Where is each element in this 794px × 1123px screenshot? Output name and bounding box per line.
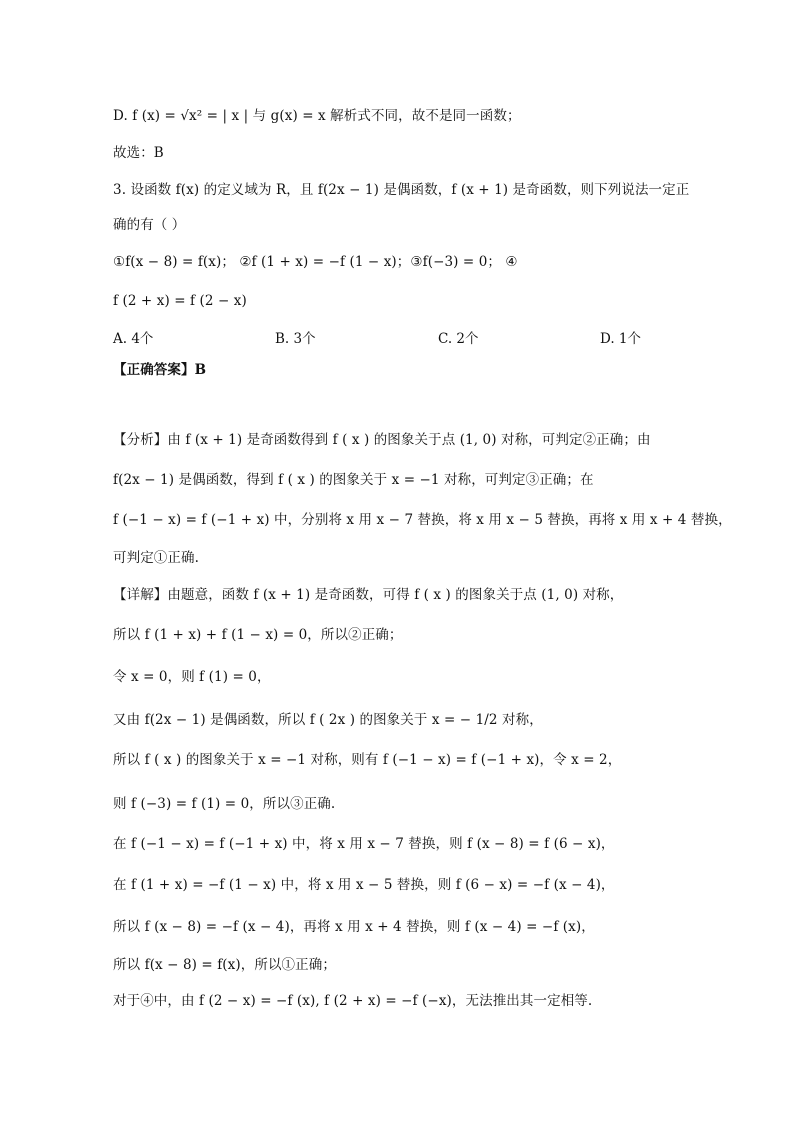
choice-d: D. 1个 bbox=[600, 331, 642, 347]
detail-line-2: 所以 f (1 + x) + f (1 − x) = 0，所以②正确； bbox=[113, 627, 403, 643]
question-3-stem-line-1: 3. 设函数 f(x) 的定义域为 R，且 f(2x − 1) 是偶函数，f (x + 1) 是奇函数，则下列说法一定正 bbox=[113, 182, 690, 198]
analysis-line-3: f (−1 − x) = f (−1 + x) 中，分别将 x 用 x − 7 替换，将 x 用 x − 5 替换，再将 x 用 x + 4 替换， bbox=[113, 512, 732, 528]
detail-line-7: 在 f (−1 − x) = f (−1 + x) 中，将 x 用 x − 7 替换，则 f (x − 8) = f (6 − x)， bbox=[113, 836, 615, 852]
choice-c: C. 2个 bbox=[438, 331, 479, 347]
detail-line-3: 令 x = 0，则 f (1) = 0， bbox=[113, 669, 271, 685]
correct-answer: 【正确答案】B bbox=[113, 362, 207, 378]
analysis-line-1: 【分析】由 f (x + 1) 是奇函数得到 f ( x ) 的图象关于点 (1, 0) 对称，可判定②正确；由 bbox=[113, 432, 651, 448]
question-3-stem-line-2: 确的有（ ） bbox=[113, 217, 186, 233]
detail-line-5: 所以 f ( x ) 的图象关于 x = −1 对称，则有 f (−1 − x) = f (−1 + x)，令 x = 2， bbox=[113, 752, 622, 768]
detail-line-8: 在 f (1 + x) = −f (1 − x) 中，将 x 用 x − 5 替换，则 f (6 − x) = −f (x − 4)， bbox=[113, 877, 615, 893]
choice-b: B. 3个 bbox=[275, 331, 316, 347]
question-3-statement-4: f (2 + x) = f (2 − x) bbox=[113, 293, 247, 309]
analysis-line-4: 可判定①正确. bbox=[113, 550, 199, 566]
detail-line-4: 又由 f(2x − 1) 是偶函数，所以 f ( 2x ) 的图象关于 x = − 1/2 对称， bbox=[113, 712, 543, 728]
previous-answer: 故选：B bbox=[113, 145, 164, 161]
detail-line-6: 则 f (−3) = f (1) = 0，所以③正确. bbox=[113, 796, 336, 812]
detail-line-10: 所以 f(x − 8) = f(x)，所以①正确； bbox=[113, 957, 336, 973]
analysis-line-2: f(2x − 1) 是偶函数，得到 f ( x ) 的图象关于 x = −1 对称，可判定③正确；在 bbox=[113, 472, 594, 488]
option-d-explanation: D. f (x) = √x² = | x | 与 g(x) = x 解析式不同，故不是同一函数； bbox=[113, 108, 521, 124]
detail-line-11: 对于④中，由 f (2 − x) = −f (x), f (2 + x) = −f (−x)，无法推出其一定相等. bbox=[113, 993, 593, 1009]
question-3-statements: ①f(x − 8) = f(x)； ②f (1 + x) = −f (1 − x)；③f(−3) = 0； ④ bbox=[113, 254, 518, 270]
choice-a: A. 4个 bbox=[113, 331, 154, 347]
detail-line-9: 所以 f (x − 8) = −f (x − 4)，再将 x 用 x + 4 替换，则 f (x − 4) = −f (x)， bbox=[113, 919, 595, 935]
detail-line-1: 【详解】由题意，函数 f (x + 1) 是奇函数，可得 f ( x ) 的图象关于点 (1, 0) 对称， bbox=[113, 587, 624, 603]
